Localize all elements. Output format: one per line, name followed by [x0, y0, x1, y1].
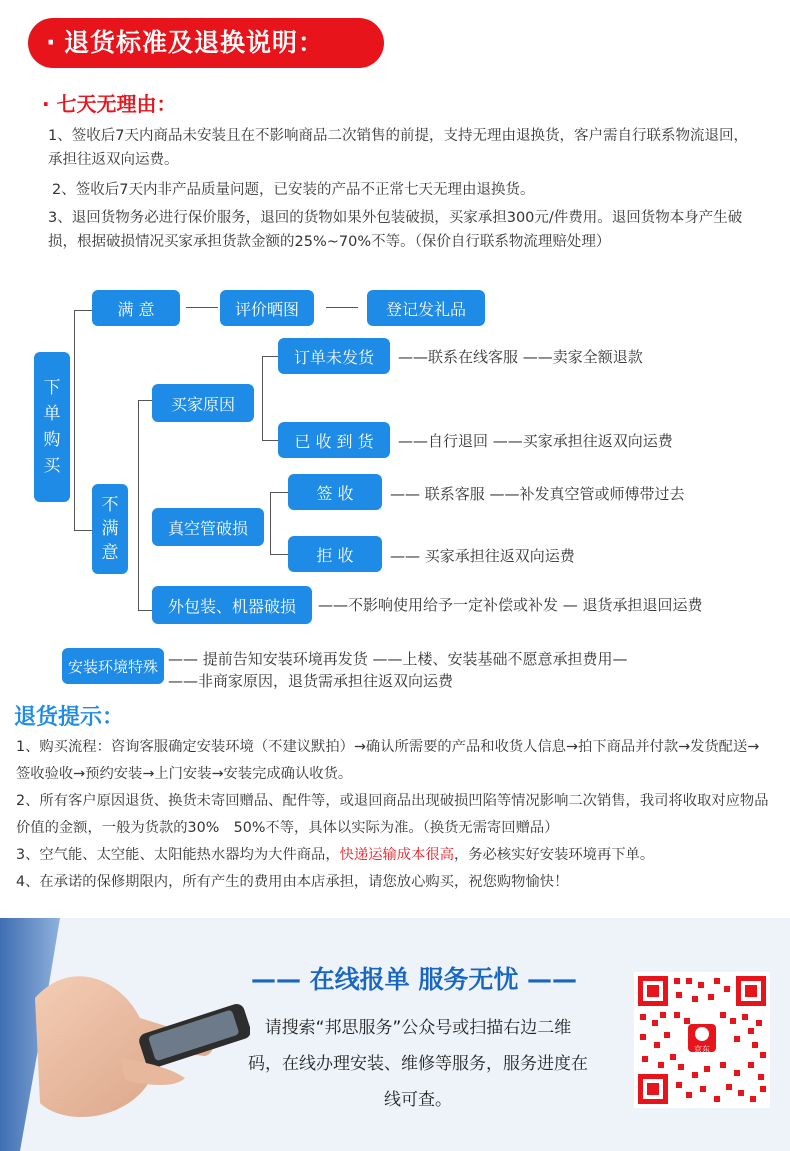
- box-received: 已 收 到 货: [278, 422, 390, 458]
- connector: [326, 307, 358, 308]
- footer-description: 请搜索“邦思服务”公众号或扫描右边二维码，在线办理安装、维修等服务，服务进度在线可查。: [248, 1018, 588, 1110]
- box-vacuum-damage: 真空管破损: [152, 508, 264, 546]
- reject-text: —— 买家承担往返双向运费: [390, 547, 575, 565]
- not-shipped-text: ——联系在线客服 ——卖家全额退款: [398, 348, 643, 366]
- box-gift: 登记发礼品: [367, 290, 485, 326]
- tip-3: [16, 842, 770, 869]
- tip-3-text: 3、空气能、太空能、太阳能热水器均为大件商品，: [16, 847, 340, 863]
- slogan: —— 在线报单 服务无忧 ——: [250, 965, 578, 994]
- connector: [74, 310, 75, 530]
- received-text: ——自行退回 ——买家承担往返双向运费: [398, 432, 673, 450]
- seven-day-heading: · 七天无理由：: [42, 92, 177, 116]
- connector: [74, 530, 92, 531]
- qr-code[interactable]: [634, 972, 770, 1108]
- tip-1: 1、购买流程：咨询客服确定安装环境（不建议默拍）→确认所需要的产品和收货人信息→拍下商品并付款→发货配送→签收验收→预约安装→上门安装→安装完成确认收货。: [16, 739, 760, 782]
- box-order: 下单购买: [34, 352, 70, 502]
- box-sign: 签 收: [288, 474, 382, 510]
- page-title: 退货标准及退换说明：: [64, 28, 325, 57]
- qr-badge: 京东: [694, 1045, 710, 1054]
- tip-2: 2、所有客户原因退货、换货未寄回赠品、配件等，或退回商品出现破损凹陷等情况影响二次销售，我司将收取对应物品价值的金额，一般为货款的30% 50%不等，具体以实际为准。（换货无需寄回赠品）: [16, 793, 769, 836]
- box-satisfied: 满 意: [92, 290, 180, 326]
- tips-heading: 退货提示：: [14, 705, 125, 730]
- connector: [138, 400, 152, 401]
- box-not-shipped: 订单未发货: [278, 338, 390, 374]
- connector: [262, 440, 278, 441]
- connector: [262, 356, 278, 357]
- install-text-1: —— 提前告知安装环境再发货 ——上楼、安装基础不愿意承担费用—: [168, 650, 628, 668]
- box-unsatisfied: 不满意: [92, 484, 128, 574]
- qr-code-pattern: [634, 972, 770, 1108]
- install-text-2: ——非商家原因，退货需承担往返双向运费: [168, 672, 454, 690]
- connector: [270, 492, 271, 554]
- box-reject: 拒 收: [288, 536, 382, 572]
- package-text: ——不影响使用给予一定补偿或补发 — 退货承担退回运费: [318, 596, 703, 614]
- sign-text: —— 联系客服 ——补发真空管或师傅带过去: [390, 485, 685, 503]
- connector: [138, 610, 152, 611]
- box-review: 评价晒图: [220, 290, 314, 326]
- tip-3-text-end: ，务必核实好安装环境再下单。: [454, 847, 655, 863]
- connector: [186, 307, 218, 308]
- box-package-damage: 外包装、机器破损: [152, 586, 312, 624]
- rule-2: 2、签收后7天内非产品质量问题，已安装的产品不正常七天无理由退换货。: [52, 182, 535, 198]
- tip-4: 4、在承诺的保修期限内，所有产生的费用由本店承担，请您放心购买，祝您购物愉快！: [16, 874, 569, 890]
- rule-3: 3、退回货物务必进行保价服务，退回的货物如果外包装破损，买家承担300元/件费用。退回货物本身产生破损，根据破损情况买家承担货款金额的25%~70%不等。（保价自行联系物流理赔处理）: [48, 210, 743, 250]
- hand-phone-image: [0, 918, 250, 1151]
- rule-1: 1、签收后7天内商品未安装且在不影响商品二次销售的前提，支持无理由退换货，客户需自行联系物流退回，承担往返双向运费。: [48, 128, 748, 168]
- connector: [270, 554, 288, 555]
- title-banner: [28, 18, 384, 68]
- box-buyer-reason: 买家原因: [152, 384, 254, 422]
- tip-3-highlight: 快递运输成本很高: [339, 847, 454, 863]
- connector: [262, 356, 263, 440]
- box-special-install: 安装环境特殊: [62, 648, 164, 684]
- connector: [74, 310, 92, 311]
- connector: [138, 400, 139, 610]
- title-dot: ·: [46, 28, 57, 57]
- connector: [270, 492, 288, 493]
